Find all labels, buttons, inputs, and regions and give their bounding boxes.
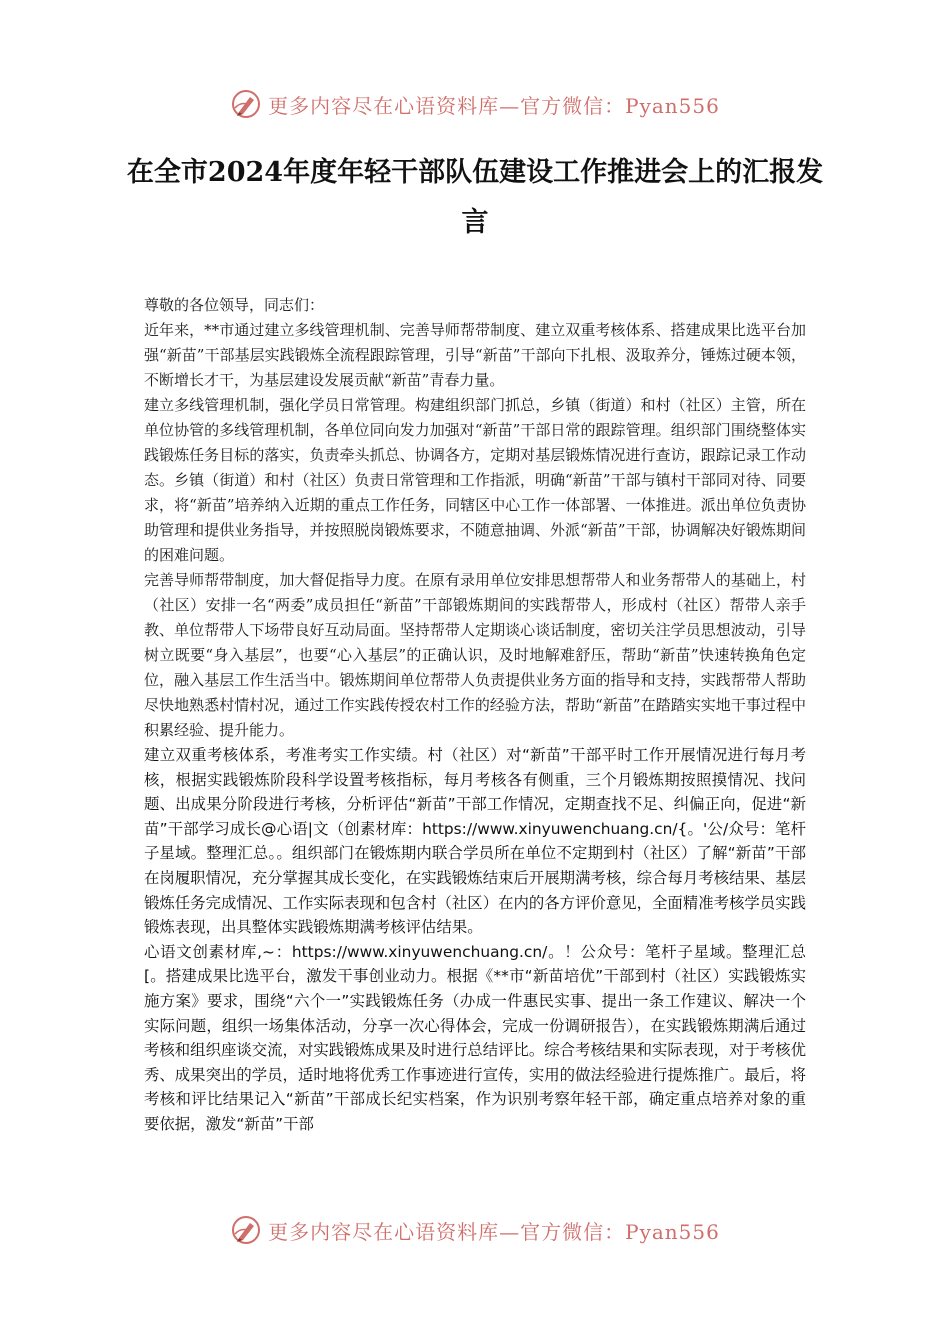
salutation: 尊敬的各位领导，同志们： <box>144 296 325 314</box>
document-body <box>144 293 806 1137</box>
pen-logo-icon <box>230 88 262 120</box>
pen-logo-icon <box>230 1214 262 1246</box>
management-paragraph: 建立多线管理机制，强化学员日常管理。构建组织部门抓总，乡镇（街道）和村（社区）主管，所在单位协管的多线管理机制，各单位同向发力加强对“新苗”干部日常的跟踪管理。组织部门围绕整体实践锻炼任务目标的落实，负责牵头抓总、协调各方，定期对基层锻炼情况进行查访，跟踪记录工作动态。乡镇（街道）和村（社区）负责日常管理和工作指派，明确“新苗”干部与镇村干部同对待、同要求，将“新苗”培养纳入近期的重点工作任务，同辖区中心工作一体部署、一体推进。派出单位负责协助管理和提供业务指导，并按照脱岗锻炼要求，不随意抽调、外派“新苗”干部，协调解决好锻炼期间的困难问题。 <box>144 396 806 564</box>
mentoring-paragraph: 完善导师帮带制度，加大督促指导力度。在原有录用单位安排思想帮带人和业务帮带人的基础上，村（社区）安排一名“两委”成员担任“新苗”干部锻炼期间的实践帮带人，形成村（社区）帮带人亲手教、单位帮带人下场带良好互动局面。坚持帮带人定期谈心谈话制度，密切关注学员思想波动，引导树立既要“身入基层”，也要“心入基层”的正确认识，及时地解难舒压，帮助“新苗”快速转换角色定位，融入基层工作生活当中。锻炼期间单位帮带人负责提供业务方面的指导和支持，实践帮带人帮助尽快地熟悉村情村况，通过工作实践传授农村工作的经验方法，帮助“新苗”在踏踏实实地干事过程中积累经验、提升能力。 <box>144 571 806 739</box>
watermark-banner-top <box>0 84 950 124</box>
document-title: 在全市2024年度年轻干部队伍建设工作推进会上的汇报发言 <box>126 157 824 238</box>
platform-paragraph: 心语文创素材库,~：https://www.xinyuwenchuang.cn/。！公众号：笔杆子星域。整理汇总[。搭建成果比选平台，激发干事创业动力。根据《**市“新苗培优”干部到村（社区）实践锻炼实施方案》要求，围绕“六个一”实践锻炼任务（办成一件惠民实事、提出一条工作建议、解决一个实际问题，组织一场集体活动，分享一次心得体会，完成一份调研报告），在实践锻炼期满后通过考核和组织座谈交流，对实践锻炼成果及时进行总结评比。综合考核结果和实际表现，对于考核优秀、成果突出的学员，适时地将优秀工作事迹进行宣传，实用的做法经验进行提炼推广。最后，将考核和评比结果记入“新苗”干部成长纪实档案，作为识别考察年轻干部，确定重点培养对象的重要依据，激发“新苗”干部 <box>144 942 806 1133</box>
intro-paragraph: 近年来，**市通过建立多线管理机制、完善导师帮带制度、建立双重考核体系、搭建成果比选平台加强“新苗”干部基层实践锻炼全流程跟踪管理，引导“新苗”干部向下扎根、汲取养分，锤炼过硬本领，不断增长才干，为基层建设发展贡献“新苗”青春力量。 <box>144 321 806 389</box>
assessment-paragraph: 建立双重考核体系，考准考实工作实绩。村（社区）对“新苗”干部平时工作开展情况进行每月考核，根据实践锻炼阶段科学设置考核指标，每月考核各有侧重，三个月锻炼期按照摸情况、找问题、出成果分阶段进行考核，分析评估“新苗”干部工作情况，定期查找不足、纠偏正向，促进“新苗”干部学习成长@心语|文（创素材库：https://www.xinyuwenchuang.cn/{。'公/众号：笔杆子星域。整理汇总。。组织部门在锻炼期内联合学员所在单位不定期到村（社区）了解“新苗”干部在岗履职情况，充分掌握其成长变化，在实践锻炼结束后开展期满考核，综合每月考核结果、基层锻炼任务完成情况、工作实际表现和包含村（社区）在内的各方评价意见，全面精准考核学员实践锻炼表现，出具整体实践锻炼期满考核评估结果。 <box>144 746 806 937</box>
watermark-text: 更多内容尽在心语资料库—官方微信：Pyan556 <box>268 1219 720 1244</box>
watermark-text: 更多内容尽在心语资料库—官方微信：Pyan556 <box>268 93 720 118</box>
watermark-banner-bottom <box>0 1210 950 1250</box>
